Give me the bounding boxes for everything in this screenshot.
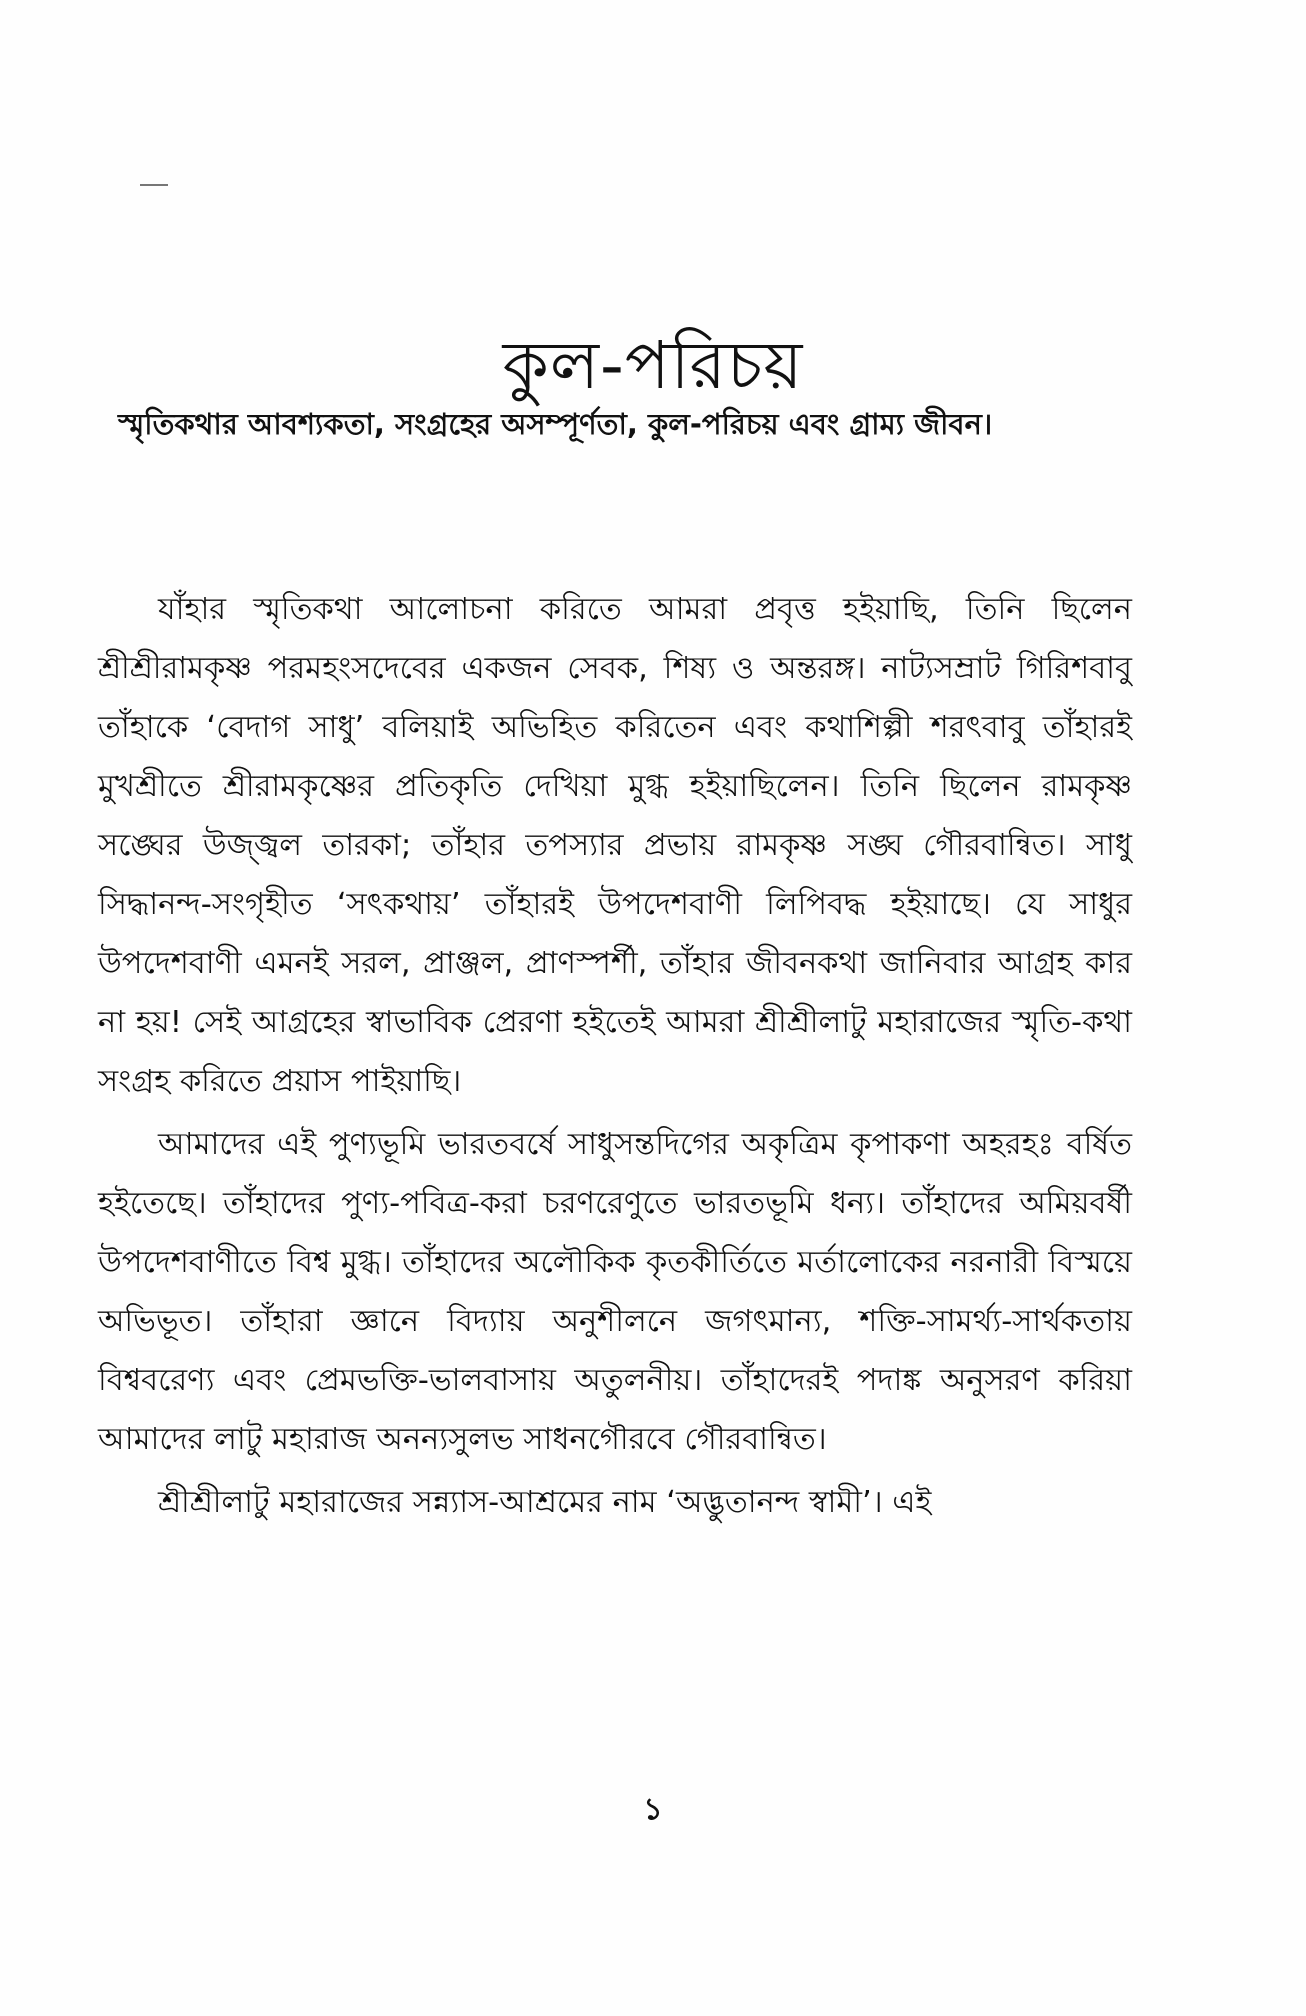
body-paragraph: যাঁহার স্মৃতিকথা আলোচনা করিতে আমরা প্রবৃত্ত হইয়াছি, তিনি ছিলেন শ্রীশ্রীরামকৃষ্ণ পরমহংসদেবের একজন সেবক, শিষ্য ও অন্তরঙ্গ। নাট্যসম্রাট গিরিশবাবু তাঁহাকে ‘বেদাগ সাধু’ বলিয়াই অভিহিত করিতেন এবং কথাশিল্পী শরৎবাবু তাঁহারই মুখশ্রীতে শ্রীরামকৃষ্ণের প্রতিকৃতি দেখিয়া মুগ্ধ হইয়াছিলেন। তিনি ছিলেন রামকৃষ্ণ সঙ্ঘের উজ্জ্বল তারকা; তাঁহার তপস্যার প্রভায় রামকৃষ্ণ সঙ্ঘ গৌরবান্বিত। সাধু সিদ্ধানন্দ-সংগৃহীত ‘সৎকথায়’ তাঁহারই উপদেশবাণী লিপিবদ্ধ হইয়াছে। যে সাধুর উপদেশবাণী এমনই সরল, প্রাঞ্জল, প্রাণস্পর্শী, তাঁহার জীবনকথা জানিবার আগ্রহ কার না হয়! সেই আগ্রহের স্বাভাবিক প্রেরণা হইতেই আমরা শ্রীশ্রীলাটু মহারাজের স্মৃতি-কথা সংগ্রহ করিতে প্রয়াস পাইয়াছি। (98, 592, 1132, 1099)
top-margin-mark (140, 184, 168, 186)
page-number: ১ (643, 1792, 663, 1827)
chapter-title: কুল-পরিচয় (502, 327, 804, 405)
chapter-body (98, 580, 1132, 1532)
chapter-summary: স্মৃতিকথার আবশ্যকতা, সংগ্রহের অসম্পূর্ণতা, কুল-পরিচয় এবং গ্রাম্য জীবন। (118, 407, 993, 441)
body-paragraph: শ্রীশ্রীলাটু মহারাজের সন্ন্যাস-আশ্রমের নাম ‘অদ্ভুতানন্দ স্বামী’। এই (158, 1485, 932, 1520)
body-paragraph: আমাদের এই পুণ্যভূমি ভারতবর্ষে সাধুসন্তদিগের অকৃত্রিম কৃপাকণা অহরহঃ বর্ষিত হইতেছে। তাঁহাদের পুণ্য-পবিত্র-করা চরণরেণুতে ভারতভূমি ধন্য। তাঁহাদের অমিয়বর্ষী উপদেশবাণীতে বিশ্ব মুগ্ধ। তাঁহাদের অলৌকিক কৃতকীর্তিতে মর্তালোকের নরনারী বিস্ময়ে অভিভূত। তাঁহারা জ্ঞানে বিদ্যায় অনুশীলনে জগৎমান্য, শক্তি-সামর্থ্য-সার্থকতায় বিশ্ববরেণ্য এবং প্রেমভক্তি-ভালবাসায় অতুলনীয়। তাঁহাদেরই পদাঙ্ক অনুসরণ করিয়া আমাদের লাটু মহারাজ অনন্যসুলভ সাধনগৌরবে গৌরবান্বিত। (98, 1127, 1132, 1457)
